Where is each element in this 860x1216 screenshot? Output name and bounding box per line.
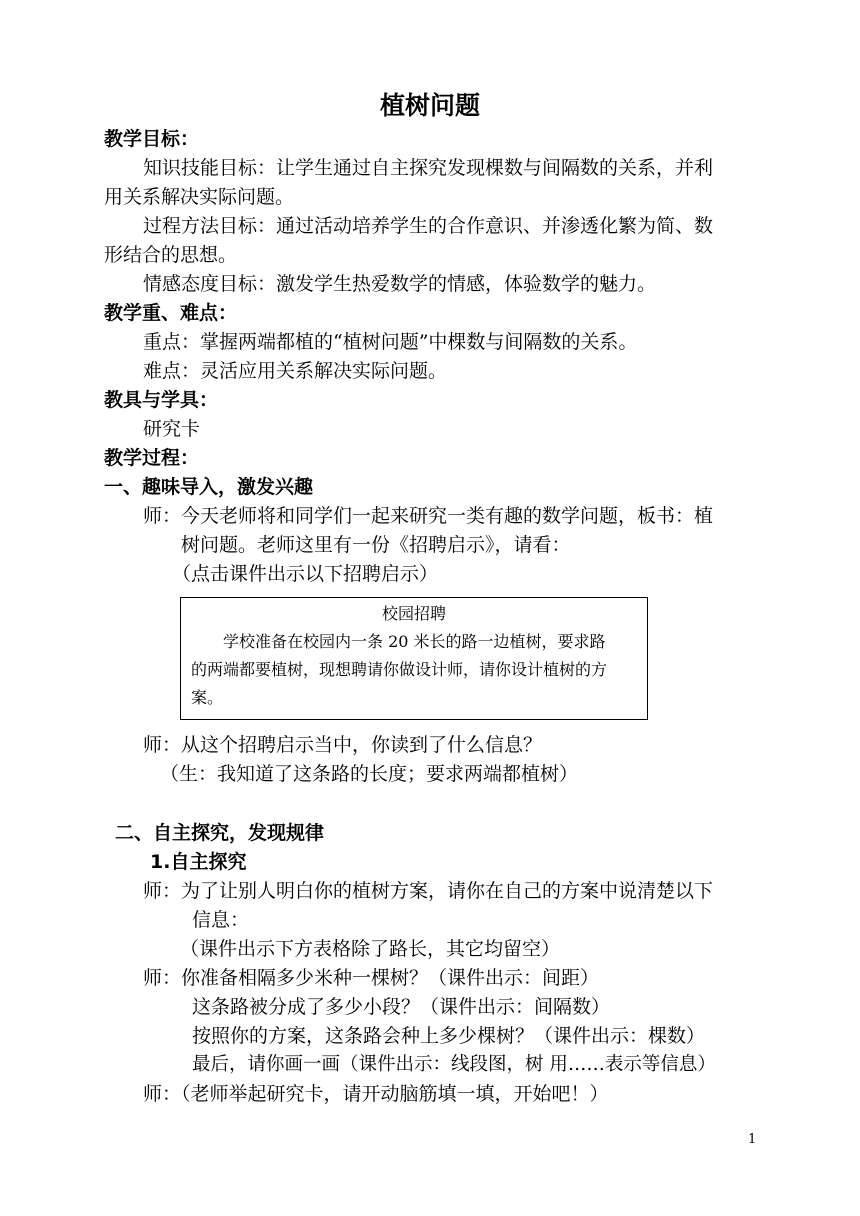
- notice-line3: 案。: [191, 688, 224, 707]
- notice-title: 校园招聘: [381, 604, 446, 623]
- s2-teacher-q4: 最后，请你画一画（课件出示：线段图，树 用……表示等信息）: [192, 1054, 716, 1075]
- knowledge-goal-line2: 用关系解决实际问题。: [104, 186, 295, 208]
- page-number: 1: [748, 1132, 757, 1147]
- tools-heading: 教具与学具：: [104, 389, 219, 411]
- teacher-question: 师：从这个招聘启示当中，你读到了什么信息？: [143, 734, 543, 756]
- teacher-intro-line1: 师：今天老师将和同学们一起来研究一类有趣的数学问题，板书：植: [143, 505, 714, 527]
- s2-teacher-q3: 按照你的方案，这条路会种上多少棵树？（课件出示：棵数）: [192, 1025, 706, 1047]
- key-points-heading: 教学重、难点：: [104, 302, 238, 324]
- teacher-intro-line2: 树问题。老师这里有一份《招聘启示》，请看：: [181, 534, 571, 556]
- s2-teacher-line1: 师：为了让别人明白你的植树方案，请你在自己的方案中说清楚以下: [143, 880, 714, 902]
- emotion-goal: 情感态度目标：激发学生热爱数学的情感，体验数学的魅力。: [143, 273, 657, 295]
- notice-line1: 学校准备在校园内一条 20 米长的路一边植树，要求路: [223, 632, 606, 651]
- process-goal-line1: 过程方法目标：通过活动培养学生的合作意识、并渗透化繁为简、数: [143, 215, 714, 237]
- tools-item: 研究卡: [143, 418, 201, 440]
- teacher-intro-line3: （点击课件出示以下招聘启示）: [172, 563, 439, 585]
- recruitment-notice-box: [180, 597, 648, 720]
- objectives-heading: 教学目标：: [104, 128, 200, 150]
- section2-heading: 二、自主探究，发现规律: [115, 822, 325, 844]
- page-title: 植树问题: [379, 91, 480, 120]
- s2-teacher-line-final: 师：（老师举起研究卡，请开动脑筋填一填，开始吧！）: [143, 1083, 609, 1105]
- s2-teacher-line3: （课件出示下方表格除了路长，其它均留空）: [180, 938, 561, 960]
- key-point: 重点：掌握两端都植的“植树问题”中棵数与间隔数的关系。: [143, 331, 638, 353]
- s2-teacher-q1: 师：你准备相隔多少米种一棵树？（课件出示：间距）: [143, 967, 600, 989]
- student-answer: （生：我知道了这条路的长度；要求两端都植树）: [160, 763, 579, 785]
- process-goal-line2: 形结合的思想。: [104, 244, 238, 266]
- s2-teacher-q2: 这条路被分成了多少小段？（课件出示：间隔数）: [192, 996, 611, 1018]
- process-heading: 教学过程：: [104, 447, 200, 469]
- notice-line2: 的两端都要植树，现想聘请你做设计师，请你设计植树的方: [191, 660, 608, 679]
- section2-sub1: 1.自主探究: [150, 851, 247, 873]
- knowledge-goal-line1: 知识技能目标：让学生通过自主探究发现棵数与间隔数的关系，并利: [143, 157, 714, 179]
- difficult-point: 难点：灵活应用关系解决实际问题。: [143, 360, 448, 382]
- section1-heading: 一、趣味导入，激发兴趣: [104, 476, 314, 498]
- s2-teacher-line2: 信息：: [192, 909, 250, 931]
